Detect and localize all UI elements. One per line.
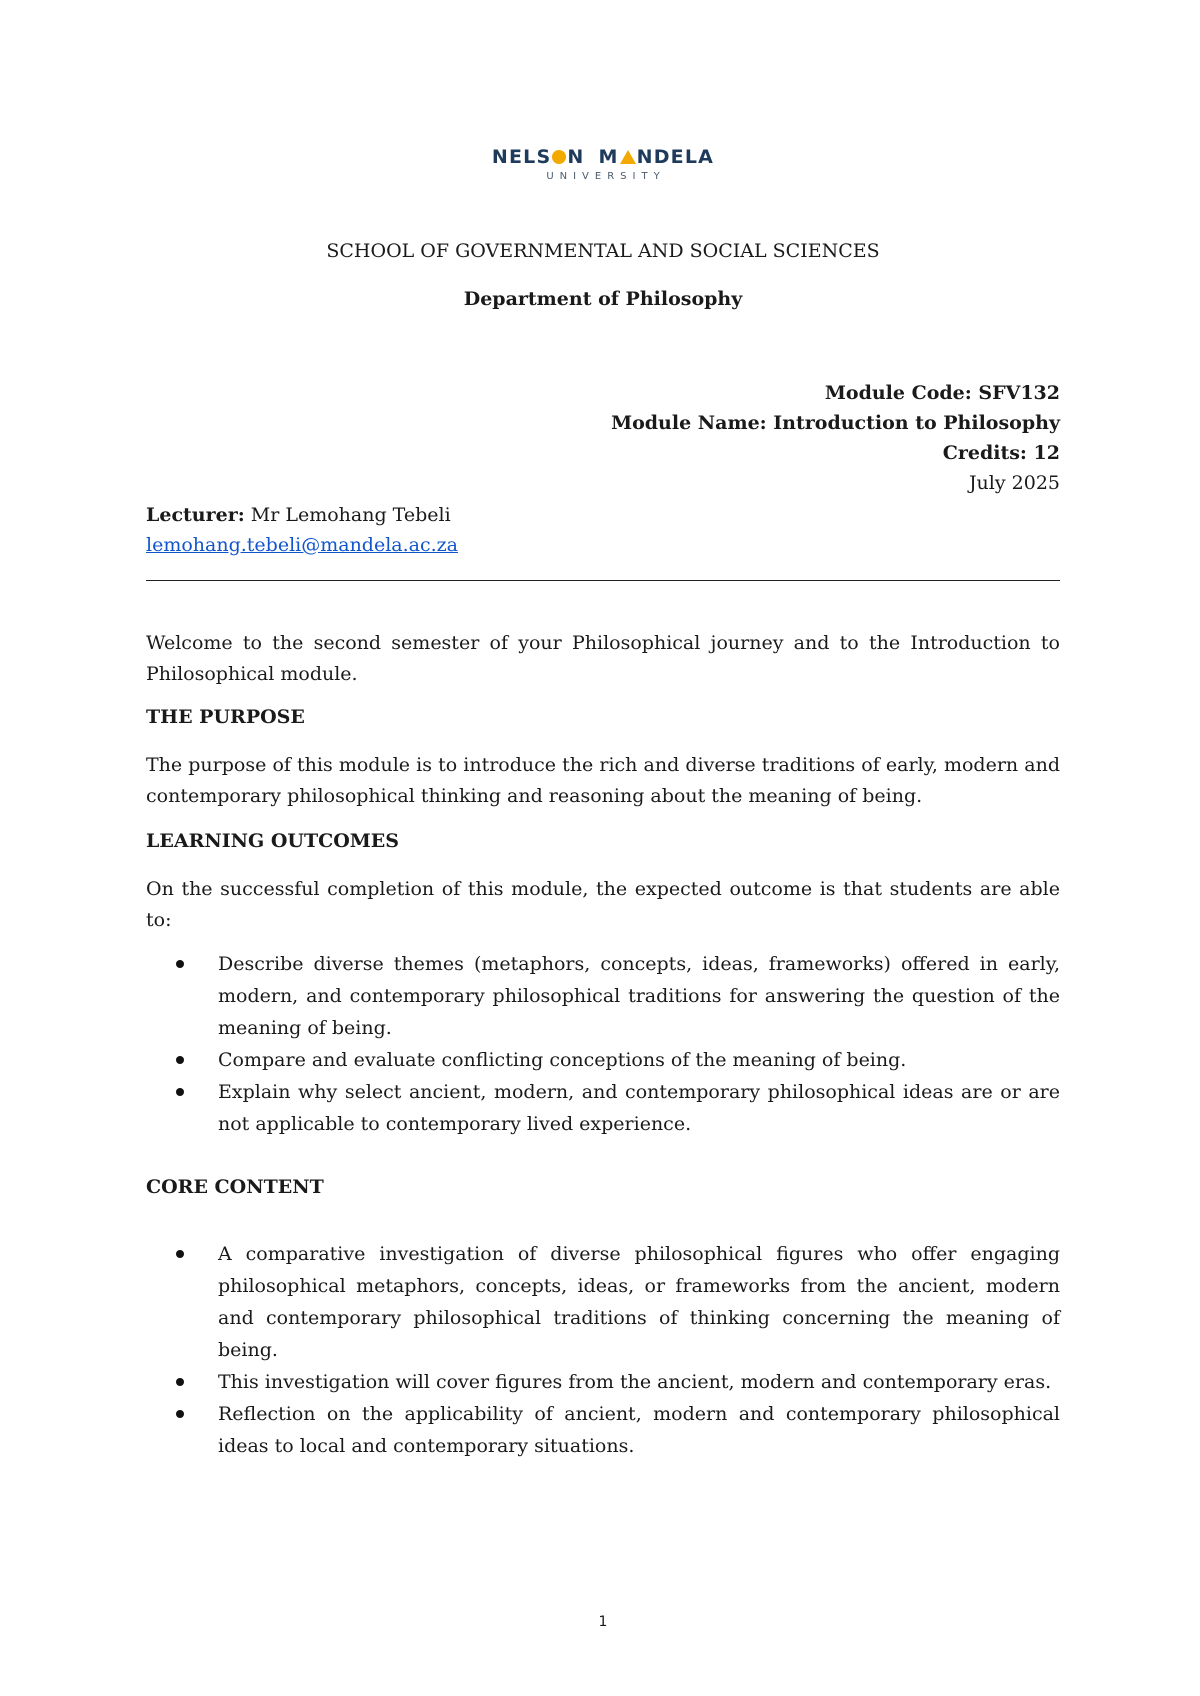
list-item-text: A comparative investigation of diverse philosophical figures who offer engaging philosophical metaphors, concepts, ideas, or frameworks from the ancient, modern and contemporary philosophical traditions of thinking concerning the meaning of being.: [218, 1243, 1060, 1361]
logo-text-part: N: [567, 146, 585, 168]
module-credits: Credits: 12: [942, 442, 1060, 464]
module-name: Module Name: Introduction to Philosophy: [611, 412, 1060, 434]
list-item: [146, 1044, 1060, 1076]
list-item-text: Explain why select ancient, modern, and contemporary philosophical ideas are or are not applicable to contemporary lived experience.: [218, 1081, 1060, 1135]
bullet-icon: [176, 1378, 184, 1386]
bullet-icon: [176, 1056, 184, 1064]
horizontal-divider: [146, 580, 1060, 581]
bullet-icon: [176, 960, 184, 968]
bullet-icon: [176, 1088, 184, 1096]
module-info: [611, 378, 1060, 498]
outcomes-heading: LEARNING OUTCOMES: [146, 830, 400, 852]
purpose-heading: THE PURPOSE: [146, 706, 305, 728]
lecturer-info: [146, 500, 458, 560]
document-page: [146, 0, 1060, 1696]
list-item-text: Compare and evaluate conflicting conceptions of the meaning of being.: [218, 1049, 907, 1071]
list-item-text: This investigation will cover figures from the ancient, modern and contemporary eras.: [218, 1371, 1052, 1393]
department-title: Department of Philosophy: [463, 288, 743, 310]
logo-text-part: NDELA: [636, 146, 715, 168]
list-item-text: Describe diverse themes (metaphors, concepts, ideas, frameworks) offered in early, modern, and contemporary philosophical traditions for answering the question of the meaning of being.: [218, 953, 1060, 1039]
logo-subtitle: UNIVERSITY: [546, 171, 666, 182]
module-code: Module Code: SFV132: [824, 382, 1060, 404]
lecturer-name: Mr Lemohang Tebeli: [250, 504, 451, 526]
logo-wordmark: [492, 146, 714, 168]
university-logo: [146, 146, 1060, 182]
list-item: [146, 1398, 1060, 1462]
module-date: July 2025: [968, 472, 1060, 494]
list-item: [146, 1238, 1060, 1366]
welcome-paragraph: Welcome to the second semester of your Philosophical journey and to the Introduction to Philosophical module.: [146, 632, 1060, 685]
list-item-text: Reflection on the applicability of ancient, modern and contemporary philosophical ideas to local and contemporary situations.: [218, 1403, 1060, 1457]
bullet-icon: [176, 1250, 184, 1258]
purpose-paragraph: The purpose of this module is to introduce the rich and diverse traditions of early, modern and contemporary philosophical thinking and reasoning about the meaning of being.: [146, 754, 1060, 807]
logo-text-part: M: [598, 146, 619, 168]
lecturer-label: Lecturer:: [146, 504, 245, 526]
core-content-heading: CORE CONTENT: [146, 1176, 324, 1198]
school-title: SCHOOL OF GOVERNMENTAL AND SOCIAL SCIENCES: [326, 240, 880, 262]
list-item: [146, 1076, 1060, 1140]
outcomes-list: [146, 948, 1060, 1140]
logo-triangle-icon: [620, 150, 636, 164]
outcomes-intro-paragraph: On the successful completion of this module, the expected outcome is that students are able to:: [146, 878, 1060, 931]
list-item: [146, 1366, 1060, 1398]
logo-sun-icon: [552, 150, 566, 164]
bullet-icon: [176, 1410, 184, 1418]
lecturer-email-link[interactable]: lemohang.tebeli@mandela.ac.za: [146, 534, 458, 556]
list-item: [146, 948, 1060, 1044]
core-content-list: [146, 1238, 1060, 1462]
logo-text-part: NELS: [491, 146, 552, 168]
page-number: 1: [598, 1614, 608, 1630]
